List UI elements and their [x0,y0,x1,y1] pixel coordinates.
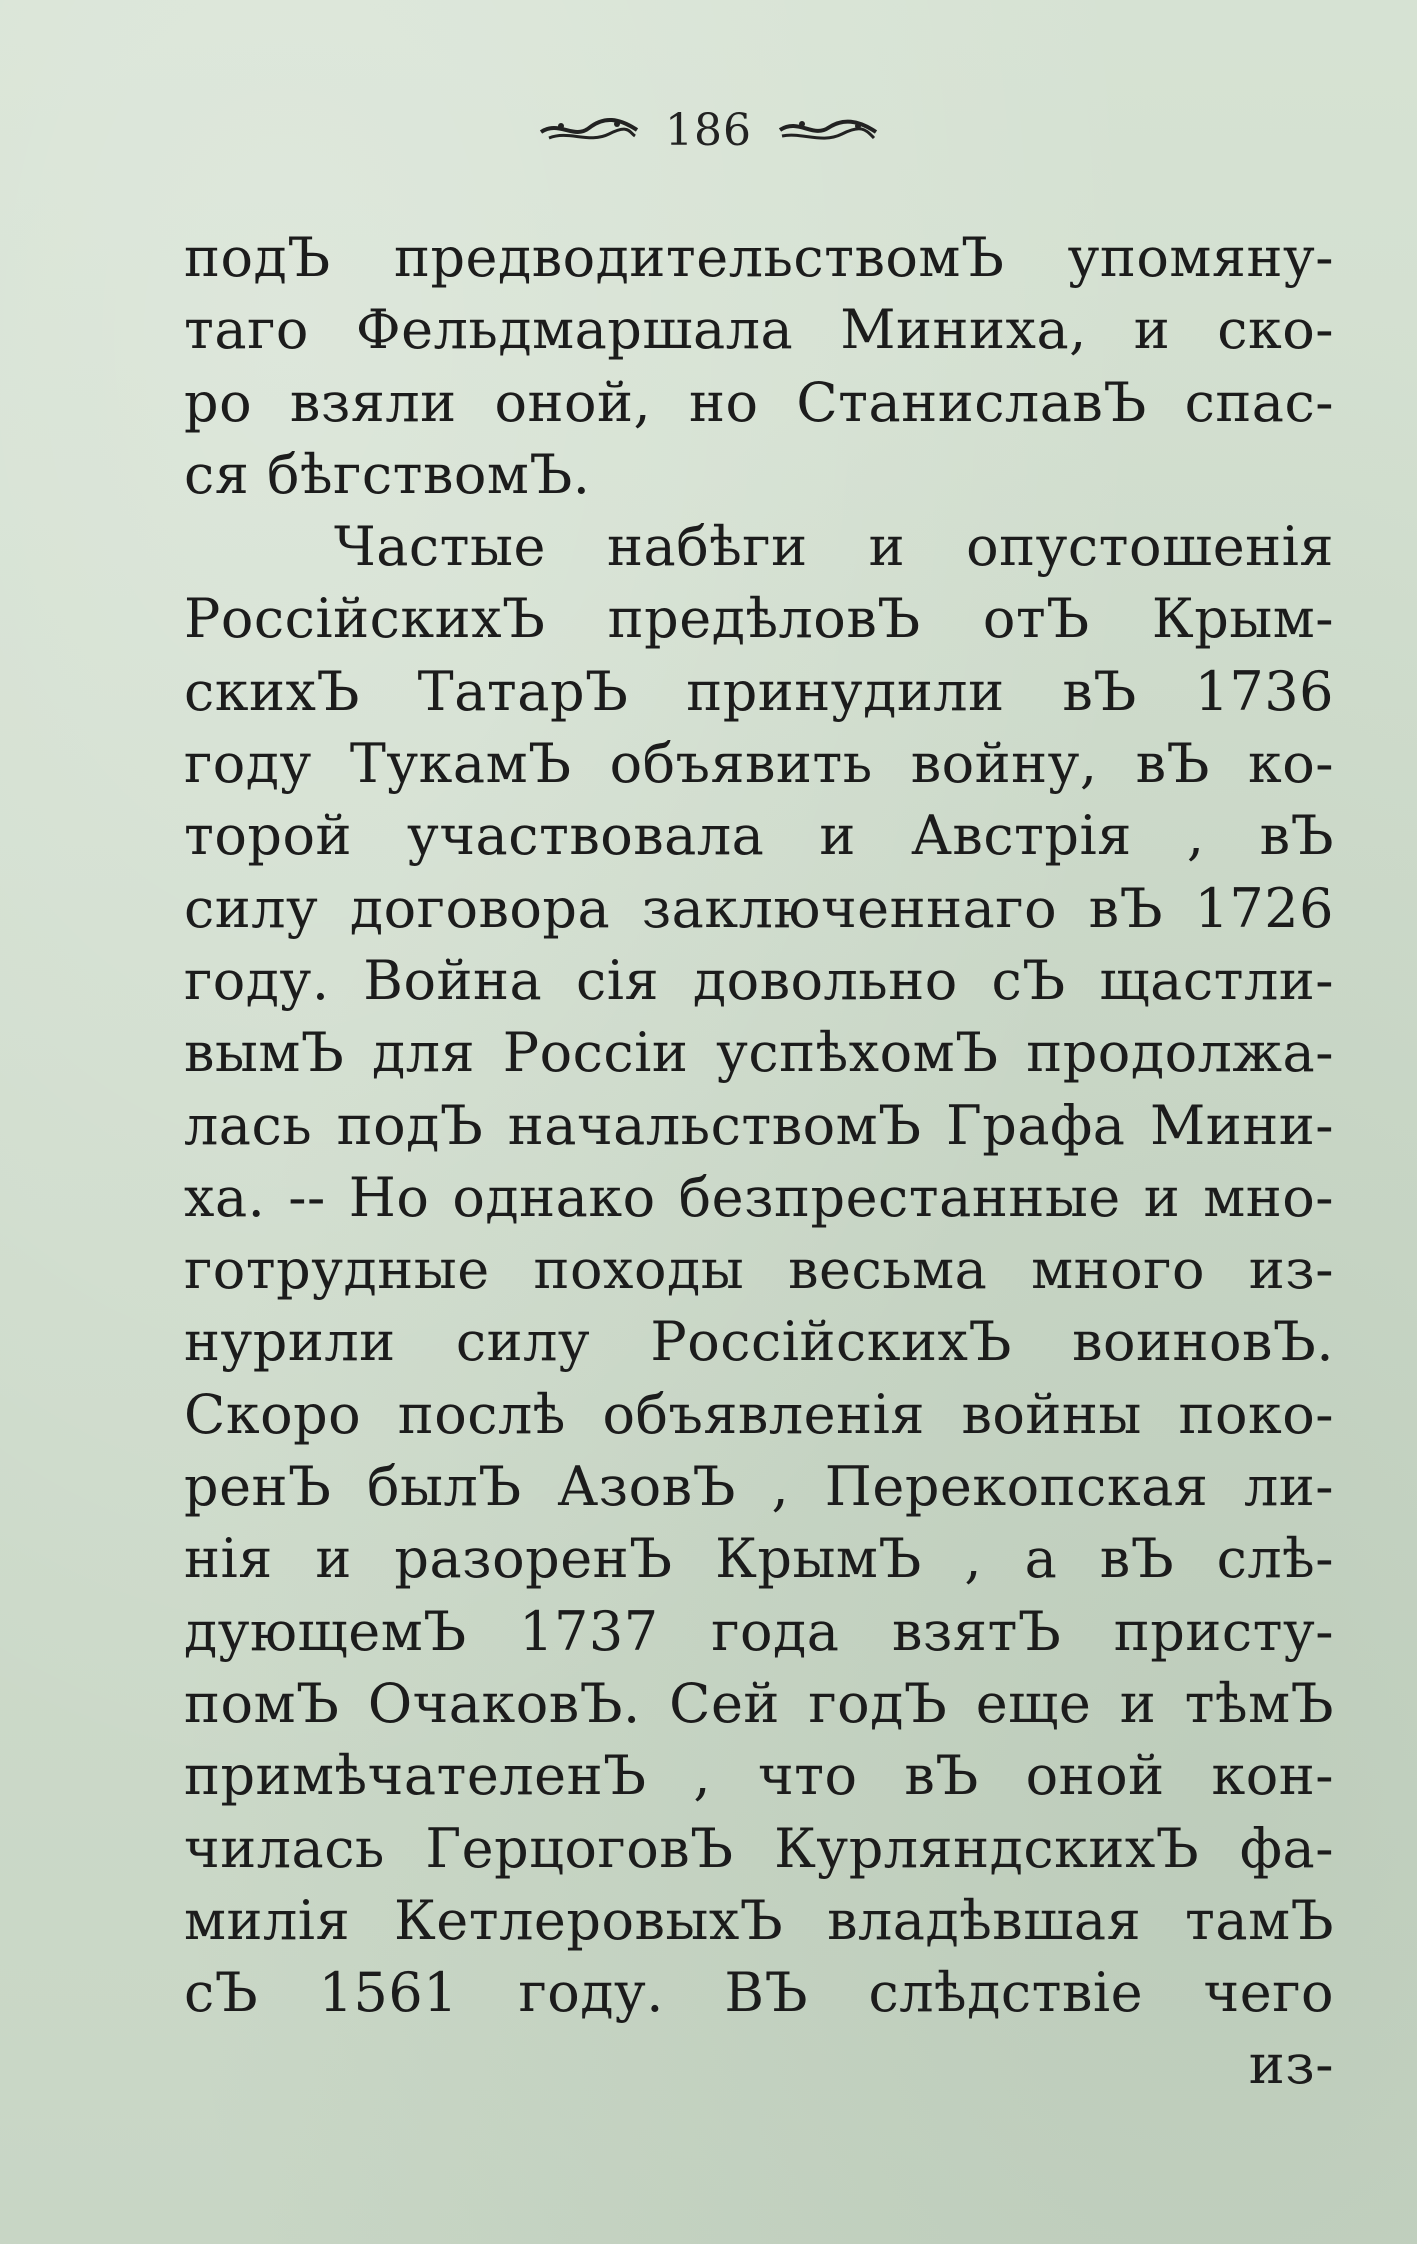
text-line: ся бѣгствомЪ. [184,442,591,506]
page-header [0,100,1417,160]
text-line: ренЪ былЪ АзовЪ , Перекопская ли- [184,1455,1334,1519]
text-line: милія КетлеровыхЪ владѣвшая тамЪ [184,1888,1334,1952]
page-number: 186 [665,104,752,156]
text-line: готрудные походы весьма много из- [184,1238,1334,1302]
text-line: году ТукамЪ объявить войну, вЪ ко- [184,732,1334,796]
text-line: лась подЪ начальствомЪ Графа Мини- [184,1093,1334,1157]
text-line: ха. -- Но однако безпрестанные и мно- [184,1165,1334,1229]
text-line: вымЪ для Россіи успѣхомЪ продолжа- [184,1021,1334,1085]
text-line: торой участвовала и Австрія , вЪ [184,804,1334,868]
right-ornament-icon [778,110,878,150]
text-line: году. Война сія довольно сЪ щастли- [184,948,1334,1012]
text-line: нурили силу РоссійскихЪ воиновЪ. [184,1310,1334,1374]
text-line: скихЪ ТатарЪ принудили вЪ 1736 [184,659,1334,723]
text-line: ро взяли оной, но СтаниславЪ спас- [184,370,1334,434]
text-line: подЪ предводительствомЪ упомяну- [184,226,1334,289]
paragraph-start-line: Частые набѣги и опустошенія [334,515,1334,579]
left-ornament-icon [539,110,639,150]
text-line: помЪ ОчаковЪ. Сей годЪ еще и тѣмЪ [184,1671,1334,1735]
text-line: Скоро послѣ объявленія войны поко- [184,1382,1334,1446]
text-line: примѣчателенЪ , что вЪ оной кон- [184,1744,1334,1808]
text-line: нія и разоренЪ КрымЪ , а вЪ слѣ- [184,1527,1334,1591]
text-line: чилась ГерцоговЪ КурляндскихЪ фа- [184,1816,1334,1880]
text-line: сЪ 1561 году. ВЪ слѣдствіе чего [184,1961,1334,2025]
text-line: силу договора заключеннаго вЪ 1726 [184,876,1334,940]
catchword: из- [1248,2033,1334,2097]
body-text [184,222,1334,2102]
text-line: таго Фельдмаршала Миниха, и ско- [184,298,1334,362]
text-line: дующемЪ 1737 года взятЪ присту- [184,1599,1334,1663]
text-line: РоссійскихЪ предѣловЪ отЪ Крым- [184,587,1334,651]
